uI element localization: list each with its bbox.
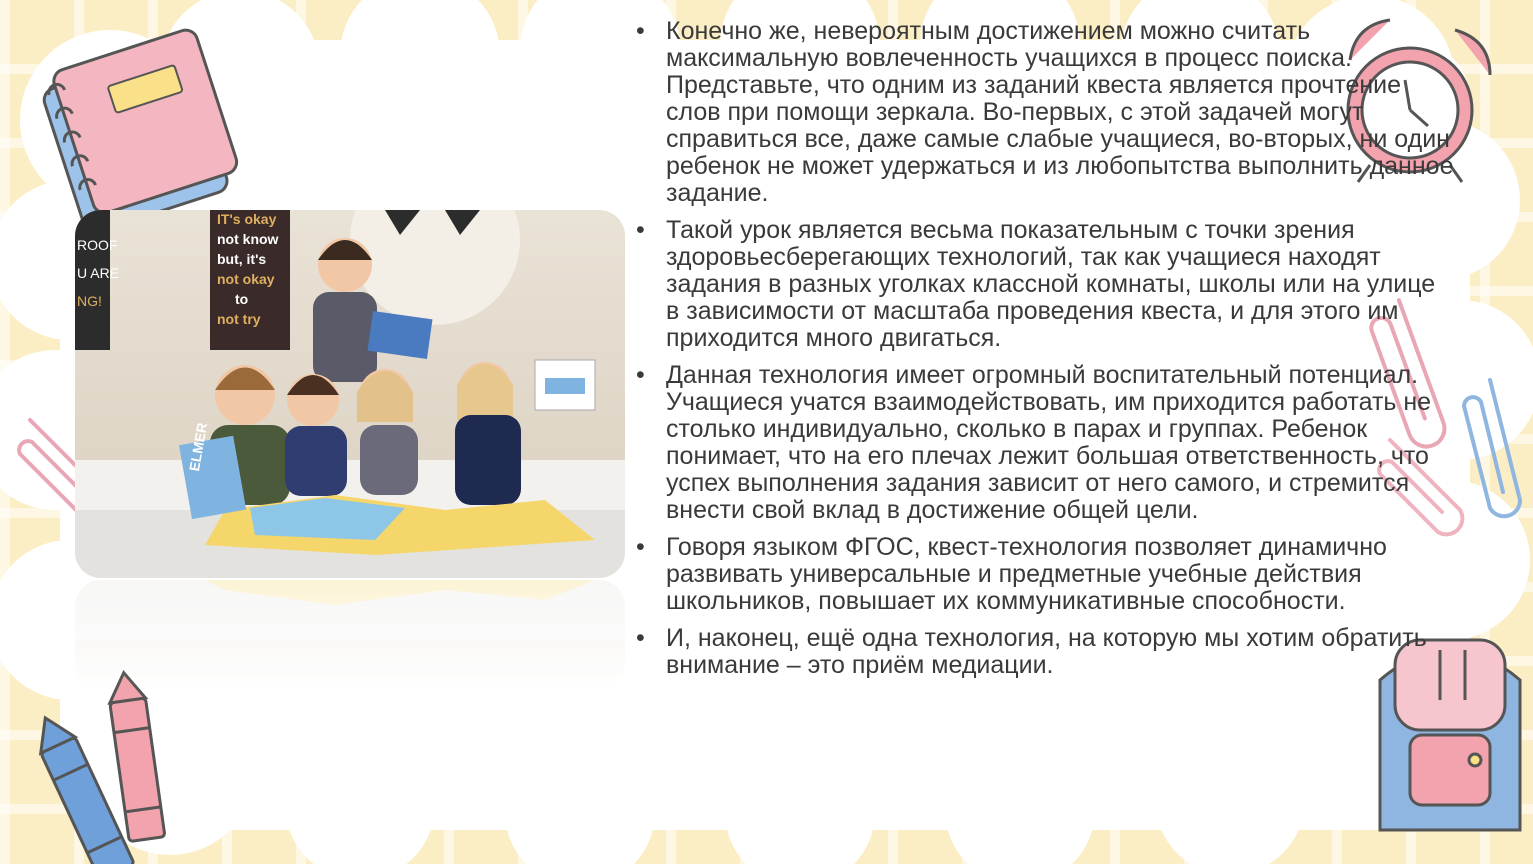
- bullet-text: Говоря языком ФГОС, квест-технология позволяет динамично развивать универсальные и предметные учебные действия школьников, повышает их коммуникативные способности.: [666, 533, 1387, 615]
- sign-line-2: not know: [217, 231, 279, 247]
- bullet-marker: •: [636, 361, 645, 389]
- bullet-text: Данная технология имеет огромный воспитательный потенциал. Учащиеся учатся взаимодействовать, им приходится работать не столько индивидуально, сколько в парах и группах. Ребенок понимает, что на его плечах лежит большая ответственность, что успех выполнения задания зависит от него самого, и стремится внести свой вклад в достижение общей цели.: [666, 361, 1432, 524]
- side-text-2: U ARE: [77, 265, 120, 281]
- sign-line-6: not try: [217, 311, 261, 327]
- book-title: ELMER: [185, 421, 211, 473]
- bullet-item: [634, 217, 1454, 352]
- sign-line-5: to: [235, 291, 249, 307]
- bullet-marker: •: [636, 216, 645, 244]
- bullet-marker: •: [636, 624, 645, 652]
- side-text-3: NG!: [77, 293, 102, 309]
- bullet-item: [634, 362, 1454, 524]
- bullet-text: Конечно же, невероятным достижением можно считать максимальную вовлеченность учащихся в процесс поиска. Представьте, что одним из заданий квеста является прочтение слов при помощи зеркала. Во-первых, с этой задачей могут справиться все, даже самые слабые учащиеся, во-вторых, ни один ребенок не может удержаться и из любопытства выполнить данное задание.: [666, 17, 1454, 207]
- bullet-marker: •: [636, 533, 645, 561]
- classroom-photo: [75, 210, 625, 578]
- bullet-item: [634, 18, 1454, 207]
- bullet-marker: •: [636, 17, 645, 45]
- sign-line-3: but, it's: [217, 251, 267, 267]
- bullet-item: [634, 625, 1454, 679]
- bullet-item: [634, 534, 1454, 615]
- bullet-text: И, наконец, ещё одна технология, на которую мы хотим обратить внимание – это приём медиации.: [666, 624, 1427, 679]
- bullet-text: Такой урок является весьма показательным с точки зрения здоровьесберегающих технологий, так как учащиеся находят задания в разных уголках классной комнаты, школы или на улице в зависимости от масштаба проведения квеста, и для этого им приходится много двигаться.: [666, 216, 1436, 352]
- sign-line-1: IT's okay: [217, 211, 277, 227]
- sign-line-4: not okay: [217, 271, 275, 287]
- side-text-1: ROOF: [77, 237, 118, 253]
- photo-reflection: [75, 580, 625, 690]
- bullet-list: [634, 18, 1454, 689]
